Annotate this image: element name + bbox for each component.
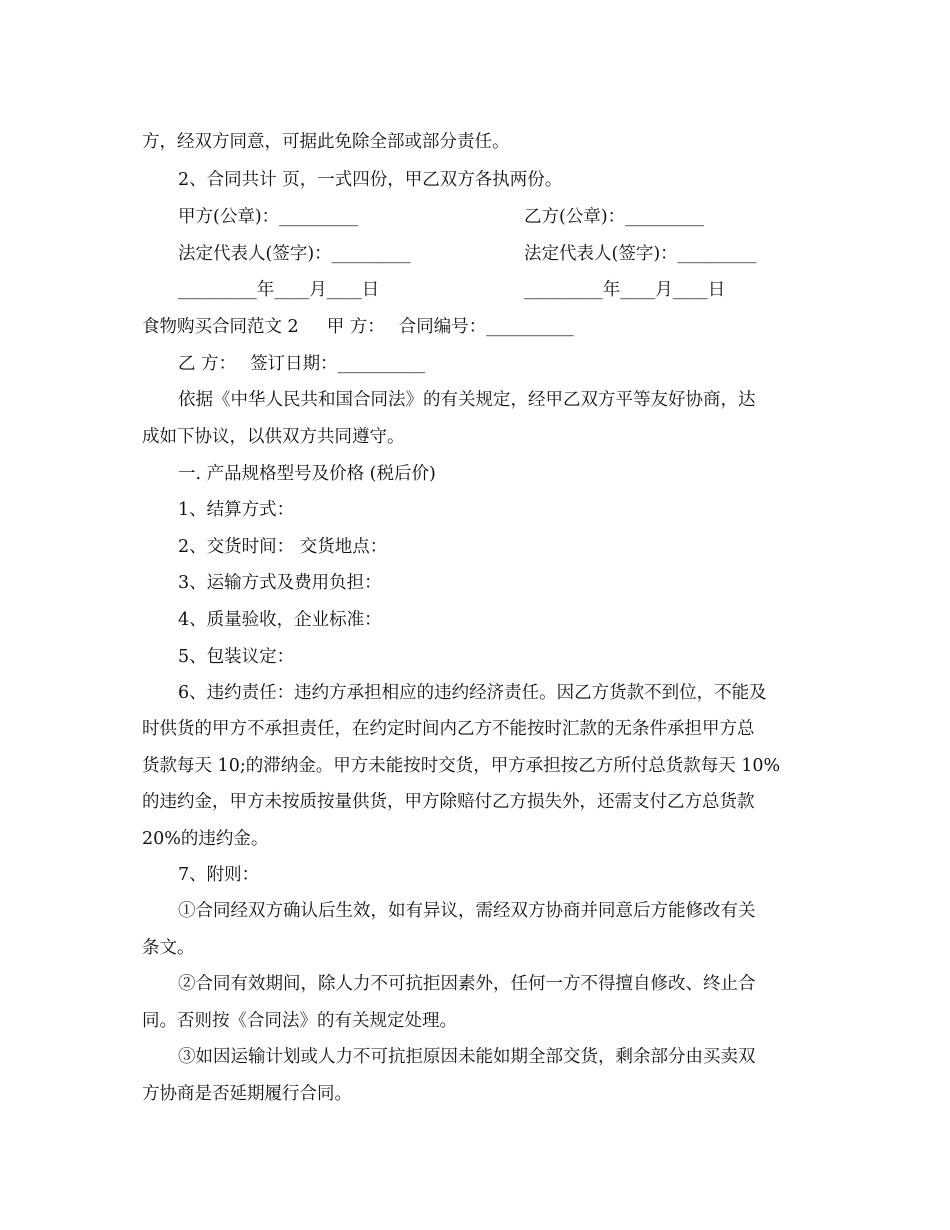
text-line: 条文。 [142, 938, 195, 958]
contract-header-line [142, 315, 812, 339]
list-item: ②合同有效期间，除人力不可抗拒因素外，任何一方不得擅自修改、终止合 [178, 974, 756, 994]
party-a-date: _________年____月____日 [178, 280, 380, 300]
text-line: 成如下协议，以供双方共同遵守。 [142, 427, 405, 447]
party-a-representative: 法定代表人(签字)：_________ [178, 244, 411, 264]
list-item: ③如因运输计划或人力不可抗拒原因未能如期全部交货，剩余部分由买卖双 [178, 1047, 756, 1067]
party-b-date: _________年____月____日 [524, 280, 726, 300]
text-line: 依据《中华人民共和国合同法》的有关规定，经甲乙双方平等友好协商，达 [178, 390, 756, 410]
text-line: 方，经双方同意，可据此免除全部或部分责任。 [142, 132, 510, 152]
contract-number: 合同编号：__________ [398, 317, 574, 337]
party-a-seal: 甲方(公章)：_________ [178, 207, 358, 227]
text-line: 方协商是否延期履行合同。 [142, 1084, 352, 1104]
sign-date: 签订日期：__________ [250, 354, 426, 374]
party-b-representative: 法定代表人(签字)：_________ [524, 244, 757, 264]
text-line: 的违约金，甲方未按质按量供货，甲方除赔付乙方损失外，还需支付乙方总货款 [142, 792, 755, 812]
list-item: 7、附则： [178, 865, 260, 885]
text-line: 时供货的甲方不承担责任，在约定时间内乙方不能按时汇款的无条件承担甲方总 [142, 719, 755, 739]
party-b-line [178, 352, 812, 376]
text-line: 货款每天 10;的滞纳金。甲方未能按时交货，甲方承担按乙方所付总货款每天 10% [142, 756, 781, 776]
text-line: 2、合同共计 页，一式四份，甲乙双方各执两份。 [178, 170, 563, 190]
party-b-label: 乙 方： [178, 354, 237, 374]
party-b-seal: 乙方(公章)：_________ [524, 207, 704, 227]
list-item: 5、包装议定： [178, 647, 295, 667]
party-a-label: 甲 方： [326, 317, 385, 337]
list-item: 3、运输方式及费用负担： [178, 573, 382, 593]
list-item: 6、违约责任：违约方承担相应的违约经济责任。因乙方货款不到位，不能及 [178, 683, 767, 703]
list-item: ①合同经双方确认后生效，如有异议，需经双方协商并同意后方能修改有关 [178, 901, 756, 921]
text-line: 20%的违约金。 [142, 829, 269, 849]
contract-title: 食物购买合同范文 2 [142, 317, 299, 337]
list-item: 4、质量验收，企业标准： [178, 610, 382, 630]
section-heading: 一. 产品规格型号及价格 (税后价) [178, 464, 436, 484]
list-item: 2、交货时间： 交货地点： [178, 537, 388, 557]
text-line: 同。否则按《合同法》的有关规定处理。 [142, 1011, 457, 1031]
list-item: 1、结算方式： [178, 500, 295, 520]
